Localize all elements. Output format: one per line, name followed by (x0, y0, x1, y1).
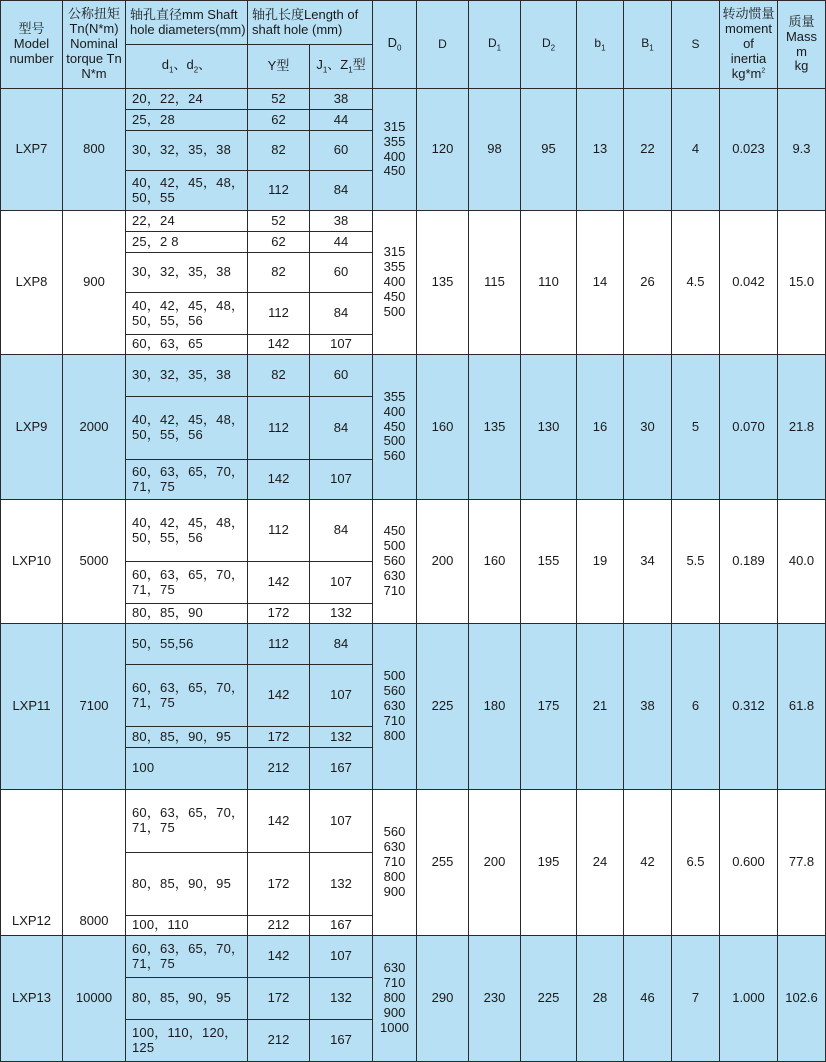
s-cell: 5 (672, 355, 720, 500)
mass-cell: 102.6 (778, 936, 826, 1062)
jz-length-cell: 107 (310, 335, 373, 355)
d0-value: 315 (383, 244, 406, 260)
header-d (417, 1, 469, 89)
diameter-line: 71，75 (132, 820, 175, 835)
y-length-cell: 172 (248, 604, 310, 624)
diameter-line: 60，63，65，70， (132, 463, 245, 479)
d1-cell: 98 (469, 89, 521, 211)
d0-value: 710 (383, 975, 406, 991)
header-moment-en2: of (743, 36, 754, 52)
table-row (1, 355, 826, 397)
d0-value: 630 (383, 698, 406, 714)
d2-cell: 175 (521, 624, 577, 790)
diameter-line: 60，63，65，70， (132, 679, 245, 695)
diameter-line: 40，42，45，48， (132, 514, 245, 530)
y-length-cell: 112 (248, 500, 310, 562)
d-cell: 135 (417, 211, 469, 355)
header-y-type (248, 45, 310, 89)
d0-value: 400 (383, 274, 406, 290)
torque-cell: 2000 (63, 355, 126, 500)
torque-cell: 5000 (63, 500, 126, 624)
d-cell: 160 (417, 355, 469, 500)
diameter-cell (126, 397, 248, 460)
d-cell: 255 (417, 790, 469, 936)
diameter-cell (126, 232, 248, 253)
diameter-cell (126, 110, 248, 131)
jz-length-cell: 84 (310, 397, 373, 460)
header-model-cn: 型号 (18, 21, 45, 37)
header-y-type-label: Y型 (267, 58, 290, 74)
diameter-line: 71，75 (132, 581, 175, 597)
d-cell: 120 (417, 89, 469, 211)
d1-cell: 135 (469, 355, 521, 500)
torque-cell: 900 (63, 211, 126, 355)
header-torque (63, 1, 126, 89)
header-d2-main: D (541, 35, 551, 50)
table-row (1, 936, 826, 978)
d1-cell: 200 (469, 790, 521, 936)
d0-cell (373, 355, 417, 500)
header-B1-sub: 1 (649, 43, 654, 53)
y-length-cell: 172 (248, 853, 310, 916)
d0-cell (373, 624, 417, 790)
header-b1 (577, 1, 624, 89)
y-length-cell: 62 (248, 110, 310, 131)
b1-cell: 26 (624, 211, 672, 355)
d0-value: 560 (383, 824, 406, 840)
s-cell: 6.5 (672, 790, 720, 936)
header-dia-d1-sub: 1 (169, 65, 174, 75)
jz-length-cell: 132 (310, 727, 373, 748)
b1-cell: 13 (577, 89, 624, 211)
d0-value: 800 (383, 990, 406, 1006)
d0-cell (373, 936, 417, 1062)
d0-value: 450 (383, 288, 406, 304)
header-moment-en1: moment (725, 21, 772, 37)
d0-value: 355 (383, 133, 406, 149)
diameter-cell (126, 853, 248, 916)
header-moment-cn: 转动惯量 (722, 6, 775, 22)
jz-length-cell: 107 (310, 936, 373, 978)
diameter-cell (126, 936, 248, 978)
table-row (1, 624, 826, 665)
diameter-line: 71，75 (132, 694, 175, 710)
s-cell: 4.5 (672, 211, 720, 355)
y-length-cell: 112 (248, 397, 310, 460)
model-cell: LXP13 (1, 936, 63, 1062)
y-length-cell: 212 (248, 916, 310, 936)
diameter-line: 40，42，45，48， (132, 297, 245, 313)
header-d0 (373, 1, 417, 89)
d2-cell: 95 (521, 89, 577, 211)
b1-cell: 38 (624, 624, 672, 790)
b1-cell: 30 (624, 355, 672, 500)
d1-cell: 115 (469, 211, 521, 355)
d0-value: 630 (383, 567, 406, 583)
header-d0-main: D (387, 35, 397, 51)
header-d2 (521, 1, 577, 89)
s-cell: 5.5 (672, 500, 720, 624)
diameter-line: 50，55，56 (132, 529, 203, 545)
b1-cell: 14 (577, 211, 624, 355)
header-diameter-symbols (126, 45, 248, 89)
d0-cell (373, 211, 417, 355)
y-length-cell: 212 (248, 748, 310, 790)
header-diameter-l1: 轴孔直径mm Shaft (130, 6, 238, 22)
diameter-cell (126, 978, 248, 1020)
header-torque-cn: 公称扭矩 (67, 6, 120, 22)
header-jz-type (310, 45, 373, 89)
d0-value: 450 (383, 163, 406, 179)
diameter-line: 71，75 (132, 955, 175, 971)
header-s-main: S (691, 36, 700, 51)
header-b1-main: b (594, 35, 602, 50)
jz-length-cell: 132 (310, 978, 373, 1020)
d2-cell: 195 (521, 790, 577, 936)
d0-value: 560 (383, 683, 406, 699)
header-torque-en2: torque Tn (66, 50, 122, 66)
diameter-cell (126, 500, 248, 562)
header-mass-cn: 质量 (788, 13, 815, 29)
header-jz-suffix: 型 (352, 57, 366, 73)
header-length-l1: 轴孔长度Length of (252, 6, 359, 22)
diameter-cell (126, 727, 248, 748)
mass-cell: 21.8 (778, 355, 826, 500)
diameter-line: 30，32，35，38 (132, 264, 232, 280)
torque-cell: 10000 (63, 936, 126, 1062)
s-cell: 6 (672, 624, 720, 790)
header-diameter (126, 1, 248, 45)
model-cell: LXP9 (1, 355, 63, 500)
b1-cell: 24 (577, 790, 624, 936)
header-moment-unit-sup: 2 (761, 67, 766, 75)
header-dia-d: d (161, 57, 170, 73)
d0-value: 450 (383, 418, 406, 434)
table-row (1, 790, 826, 853)
header-mass-unit: kg (794, 58, 809, 74)
d2-cell: 110 (521, 211, 577, 355)
d0-value: 630 (383, 960, 406, 976)
diameter-cell (126, 1020, 248, 1062)
diameter-line: 25，28 (132, 111, 175, 127)
jz-length-cell: 38 (310, 89, 373, 110)
d0-value: 400 (383, 148, 406, 164)
header-d-main: D (438, 36, 447, 51)
d-cell: 225 (417, 624, 469, 790)
header-d1-sub: 1 (496, 43, 502, 53)
d0-value: 710 (383, 582, 406, 598)
jz-length-cell: 167 (310, 916, 373, 936)
mass-cell: 61.8 (778, 624, 826, 790)
b1-cell: 16 (577, 355, 624, 500)
header-d1-main: D (487, 35, 497, 50)
header-mass-symbol: m (796, 43, 807, 59)
d0-value: 400 (383, 403, 406, 419)
d0-value: 1000 (380, 1019, 409, 1035)
d0-value: 355 (383, 388, 406, 404)
jz-length-cell: 44 (310, 232, 373, 253)
d0-cell (373, 89, 417, 211)
diameter-line: 60，63，65，70， (132, 566, 245, 582)
d0-value: 900 (383, 1004, 406, 1020)
model-cell: LXP10 (1, 500, 63, 624)
model-cell: LXP7 (1, 89, 63, 211)
b1-cell: 34 (624, 500, 672, 624)
diameter-line: 40，42，45，48， (132, 412, 245, 428)
header-length-l2: shaft hole (mm) (252, 21, 343, 37)
jz-length-cell: 38 (310, 211, 373, 232)
diameter-line: 50，55，56 (132, 427, 203, 442)
jz-length-cell: 107 (310, 665, 373, 727)
jz-length-cell: 132 (310, 604, 373, 624)
b1-cell: 22 (624, 89, 672, 211)
d0-value: 710 (383, 854, 406, 870)
y-length-cell: 142 (248, 335, 310, 355)
y-length-cell: 82 (248, 355, 310, 397)
y-length-cell: 112 (248, 624, 310, 665)
y-length-cell: 52 (248, 211, 310, 232)
moment-cell: 1.000 (720, 936, 778, 1062)
y-length-cell: 142 (248, 562, 310, 604)
header-model (1, 1, 63, 89)
d1-cell: 160 (469, 500, 521, 624)
torque-cell: 8000 (63, 790, 126, 936)
diameter-line: 60，63，65 (132, 336, 203, 352)
d1-cell: 180 (469, 624, 521, 790)
d0-cell (373, 500, 417, 624)
header-model-en1: Model (13, 36, 50, 52)
jz-length-cell: 107 (310, 790, 373, 853)
diameter-cell (126, 355, 248, 397)
header-d0-sub: 0 (396, 43, 402, 53)
header-moment-unit-main: kg*m (731, 65, 762, 81)
diameter-line: 60，63，65，70， (132, 940, 245, 956)
y-length-cell: 142 (248, 790, 310, 853)
diameter-line: 125 (132, 1039, 155, 1055)
diameter-cell (126, 790, 248, 853)
header-moment-unit (720, 67, 777, 82)
diameter-cell (126, 293, 248, 335)
header-torque-unit: Tn(N*m) (69, 21, 119, 37)
header-moment (720, 1, 778, 89)
jz-length-cell: 84 (310, 624, 373, 665)
diameter-line: 25，2 8 (132, 233, 179, 249)
diameter-line: 80，85，90，95 (132, 990, 232, 1006)
diameter-cell (126, 460, 248, 500)
y-length-cell: 172 (248, 978, 310, 1020)
header-model-en2: number (9, 50, 54, 66)
header-dia-sep: 、 (198, 57, 212, 73)
diameter-line: 80，85，90 (132, 605, 203, 621)
d-cell: 290 (417, 936, 469, 1062)
diameter-cell (126, 171, 248, 211)
torque-cell: 800 (63, 89, 126, 211)
d0-value: 900 (383, 883, 406, 899)
jz-length-cell: 132 (310, 853, 373, 916)
model-cell: LXP12 (1, 790, 63, 936)
d0-value: 500 (383, 668, 406, 684)
header-jz-z-sub: 1 (348, 65, 353, 75)
diameter-cell (126, 89, 248, 110)
diameter-line: 80，85，90，95 (132, 728, 232, 744)
header-d1 (469, 1, 521, 89)
diameter-cell (126, 748, 248, 790)
d0-value: 500 (383, 433, 406, 449)
y-length-cell: 52 (248, 89, 310, 110)
moment-cell: 0.042 (720, 211, 778, 355)
diameter-line: 100 (132, 760, 155, 776)
header-mass (778, 1, 826, 89)
diameter-line: 60，63，65，70， (132, 805, 245, 821)
header-d2-sub: 2 (550, 43, 556, 53)
d0-value: 500 (383, 538, 406, 554)
header-jz-j: J (316, 57, 323, 73)
diameter-line: 22，24 (132, 212, 175, 228)
diameter-line: 100，110 (132, 917, 189, 933)
y-length-cell: 82 (248, 131, 310, 171)
b1-cell: 28 (577, 936, 624, 1062)
b1-cell: 21 (577, 624, 624, 790)
y-length-cell: 142 (248, 936, 310, 978)
header-jz-j-sub: 1 (322, 65, 328, 75)
jz-length-cell: 167 (310, 748, 373, 790)
b1-cell: 19 (577, 500, 624, 624)
d0-value: 800 (383, 868, 406, 884)
y-length-cell: 172 (248, 727, 310, 748)
jz-length-cell: 107 (310, 460, 373, 500)
y-length-cell: 112 (248, 171, 310, 211)
d-cell: 200 (417, 500, 469, 624)
b1-cell: 42 (624, 790, 672, 936)
d1-cell: 230 (469, 936, 521, 1062)
diameter-cell (126, 131, 248, 171)
y-length-cell: 82 (248, 253, 310, 293)
jz-length-cell: 60 (310, 355, 373, 397)
diameter-cell (126, 211, 248, 232)
jz-length-cell: 84 (310, 500, 373, 562)
y-length-cell: 62 (248, 232, 310, 253)
header-s (672, 1, 720, 89)
diameter-line: 50，55 (132, 189, 175, 205)
s-cell: 4 (672, 89, 720, 211)
jz-length-cell: 84 (310, 171, 373, 211)
model-cell: LXP11 (1, 624, 63, 790)
moment-cell: 0.600 (720, 790, 778, 936)
table-body (1, 89, 826, 1062)
header-jz-z: 、Z (327, 57, 349, 73)
table-row (1, 211, 826, 232)
y-length-cell: 142 (248, 460, 310, 500)
diameter-cell (126, 335, 248, 355)
diameter-line: 20，22，24 (132, 90, 203, 106)
diameter-line: 30，32，35，38 (132, 142, 232, 158)
diameter-cell (126, 916, 248, 936)
s-cell: 7 (672, 936, 720, 1062)
d0-value: 560 (383, 448, 406, 464)
y-length-cell: 212 (248, 1020, 310, 1062)
moment-cell: 0.023 (720, 89, 778, 211)
d0-cell (373, 790, 417, 936)
mass-cell: 40.0 (778, 500, 826, 624)
jz-length-cell: 44 (310, 110, 373, 131)
diameter-line: 71，75 (132, 478, 175, 494)
moment-cell: 0.189 (720, 500, 778, 624)
mass-cell: 15.0 (778, 211, 826, 355)
jz-length-cell: 60 (310, 253, 373, 293)
jz-length-cell: 107 (310, 562, 373, 604)
y-length-cell: 112 (248, 293, 310, 335)
header-length (248, 1, 373, 45)
header-diameter-l2: hole diameters(mm) (130, 21, 246, 37)
diameter-line: 40，42，45，48， (132, 174, 245, 190)
header-dia-d2-sub: 2 (193, 65, 199, 75)
diameter-cell (126, 562, 248, 604)
b1-cell: 46 (624, 936, 672, 1062)
d0-value: 560 (383, 553, 406, 569)
header-B1-main: B (641, 35, 650, 50)
header-B1 (624, 1, 672, 89)
mass-cell: 77.8 (778, 790, 826, 936)
diameter-line: 80，85，90，95 (132, 875, 232, 891)
d0-value: 710 (383, 712, 406, 728)
jz-length-cell: 167 (310, 1020, 373, 1062)
diameter-line: 100，110，120， (132, 1024, 238, 1040)
moment-cell: 0.070 (720, 355, 778, 500)
header-mass-en: Mass (785, 28, 818, 44)
header-torque-en1: Nominal (70, 36, 118, 52)
diameter-cell (126, 604, 248, 624)
table-row (1, 500, 826, 562)
diameter-cell (126, 624, 248, 665)
d0-value: 500 (383, 303, 406, 319)
d0-value: 315 (383, 118, 406, 134)
d0-value: 630 (383, 839, 406, 855)
d2-cell: 130 (521, 355, 577, 500)
d0-value: 450 (383, 523, 406, 539)
diameter-line: 50，55,56 (132, 635, 194, 651)
header-dia-d2: 、d (173, 57, 194, 73)
d2-cell: 225 (521, 936, 577, 1062)
d2-cell: 155 (521, 500, 577, 624)
d0-value: 800 (383, 727, 406, 743)
model-cell: LXP8 (1, 211, 63, 355)
diameter-line: 30，32，35，38 (132, 367, 232, 383)
header-b1-sub: 1 (601, 43, 606, 53)
diameter-cell (126, 253, 248, 293)
moment-cell: 0.312 (720, 624, 778, 790)
jz-length-cell: 60 (310, 131, 373, 171)
y-length-cell: 142 (248, 665, 310, 727)
header-moment-en3: inertia (730, 50, 767, 66)
jz-length-cell: 84 (310, 293, 373, 335)
table-row (1, 89, 826, 110)
header-torque-en3: N*m (81, 65, 107, 81)
torque-cell: 7100 (63, 624, 126, 790)
diameter-cell (126, 665, 248, 727)
diameter-line: 50，55，56 (132, 312, 203, 328)
mass-cell: 9.3 (778, 89, 826, 211)
d0-value: 355 (383, 259, 406, 275)
